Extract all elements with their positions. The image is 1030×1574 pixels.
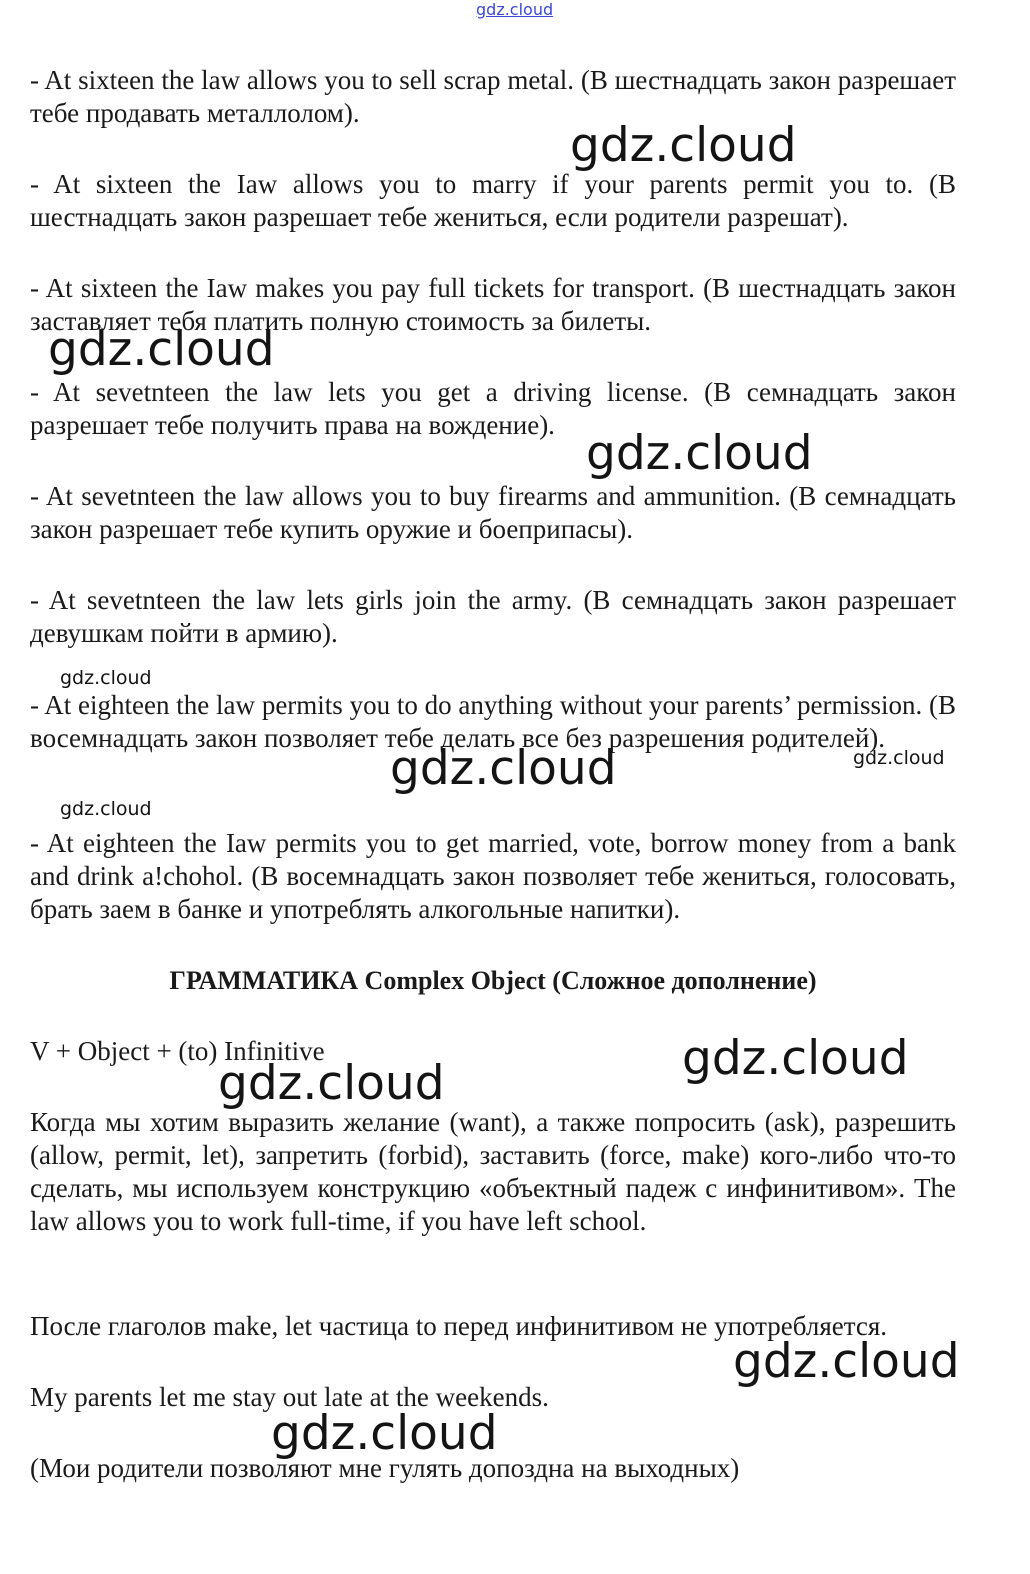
grammar-explanation: Когда мы хотим выразить желание (want), а также попросить (ask), разрешить (allow, permit, let), запретить (forbid), заставить (force, make) кого-либо что-то сделать, мы используем конструкцию «объектный падеж с инфинитивом». The law allows you to work full-time, if you have left school. bbox=[30, 1107, 956, 1236]
watermark-small: gdz.cloud bbox=[60, 667, 152, 689]
watermark: gdz.cloud bbox=[570, 118, 797, 173]
paragraph-parents-permission: - At eighteen the law permits you to do anything without your parents’ permission. (В восемнадцать закон позволяет тебе делать все без разрешения родителей). bbox=[30, 690, 956, 753]
paragraph-driving-license: - At sevetnteen the law lets you get a driving license. (В семнадцать закон разрешает тебе получить права на вождение). bbox=[30, 377, 956, 440]
paragraph-tickets: - At sixteen the Iaw makes you pay full tickets for transport. (В шестнадцать закон заставляет тебя платить полную стоимость за билеты. bbox=[30, 273, 956, 336]
grammar-formula: V + Object + (to) Infinitive bbox=[30, 1036, 325, 1066]
watermark: gdz.cloud bbox=[390, 741, 617, 796]
watermark-small: gdz.cloud bbox=[60, 798, 152, 820]
paragraph-marry: - At sixteen the Iaw allows you to marry if your parents permit you to. (В шестнадцать закон разрешает тебе жениться, если родители разрешат). bbox=[30, 169, 956, 232]
paragraph-married-vote: - At eighteen the Iaw permits you to get married, vote, borrow money from a bank and drink a!chohol. (В восемнадцать закон позволяет тебе жениться, голосовать, брать заем в банке и употреблять алкогольные напитки). bbox=[30, 828, 956, 924]
watermark-top-link[interactable]: gdz.cloud bbox=[476, 0, 554, 19]
grammar-note: После глаголов make, let частица to перед инфинитивом не употребляется. bbox=[30, 1311, 888, 1341]
paragraph-scrap-metal: - At sixteen the law allows you to sell scrap metal. (В шестнадцать закон разрешает тебе продавать металлолом). bbox=[30, 65, 956, 128]
grammar-example-translation: (Мои родители позволяют мне гулять допоздна на выходных) bbox=[30, 1453, 740, 1483]
watermark-small: gdz.cloud bbox=[853, 747, 945, 769]
watermark: gdz.cloud bbox=[218, 1056, 445, 1111]
paragraph-army: - At sevetnteen the law lets girls join the army. (В семнадцать закон разрешает девушкам пойти в армию). bbox=[30, 585, 956, 648]
grammar-example: My parents let me stay out late at the weekends. bbox=[30, 1382, 549, 1412]
watermark: gdz.cloud bbox=[733, 1334, 960, 1389]
watermark: gdz.cloud bbox=[48, 322, 275, 377]
watermark: gdz.cloud bbox=[271, 1406, 498, 1461]
watermark: gdz.cloud bbox=[682, 1031, 909, 1086]
paragraph-firearms: - At sevetnteen the law allows you to buy firearms and ammunition. (В семнадцать закон разрешает тебе купить оружие и боеприпасы). bbox=[30, 481, 956, 544]
watermark: gdz.cloud bbox=[586, 426, 813, 481]
grammar-heading: ГРАММАТИКА Complex Object (Сложное дополнение) bbox=[169, 966, 817, 995]
